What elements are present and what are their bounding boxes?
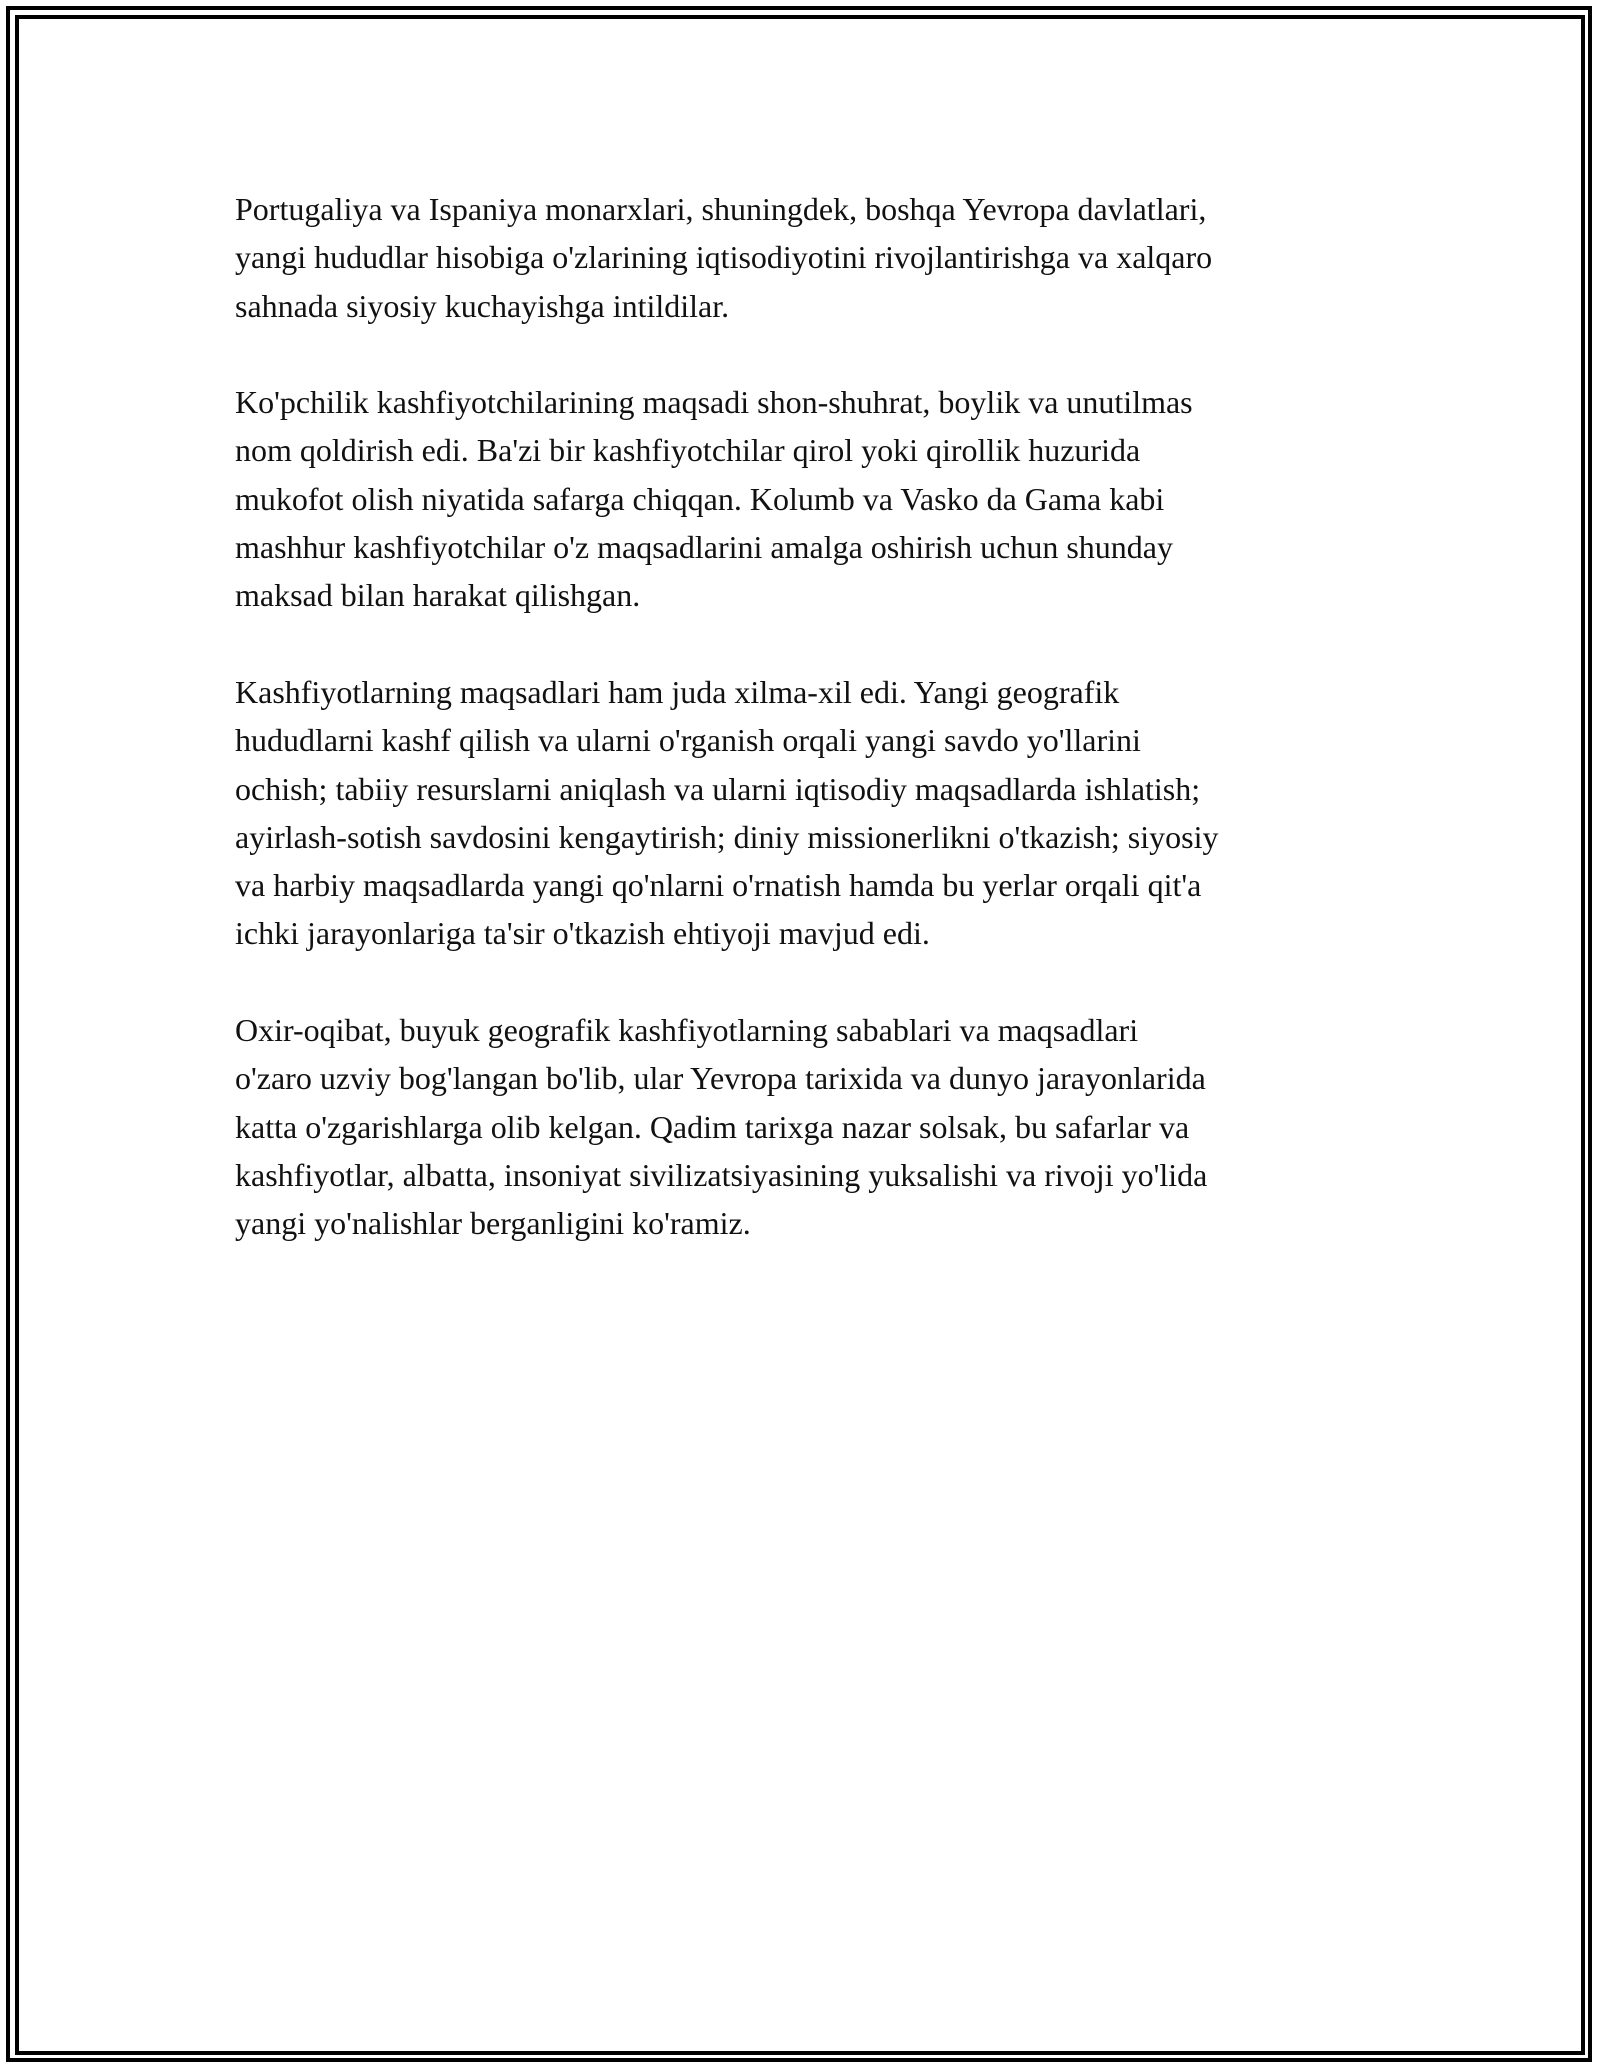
paragraph-4: Oxir-oqibat, buyuk geografik kashfiyotlarning sabablari va maqsadlari o'zaro uzviy bog'langan bo'lib, ular Yevropa tarixida va dunyo jarayonlarida katta o'zgarishlarga olib kelgan. Qadim tarixga nazar solsak, bu safarlar va kashfiyotlar, albatta, insoniyat sivilizatsiyasining yuksalishi va rivoji yo'lida yangi yo'nalishlar berganligini ko'ramiz. [235,1012,1208,1242]
document-body [235,185,1375,1296]
paragraph-1: Portugaliya va Ispaniya monarxlari, shuningdek, boshqa Yevropa davlatlari, yangi hududlar hisobiga o'zlarining iqtisodiyotini rivojlantirishga va xalqaro sahnada siyosiy kuchayishga intildilar. [235,191,1213,324]
paragraph-2: Ko'pchilik kashfiyotchilarining maqsadi shon-shuhrat, boylik va unutilmas nom qoldirish edi. Ba'zi bir kashfiyotchilar qirol yoki qirollik huzurida mukofot olish niyatida safarga chiqqan. Kolumb va Vasko da Gama kabi mashhur kashfiyotchilar o'z maqsadlarini amalga oshirish uchun shunday maksad bilan harakat qilishgan. [235,384,1193,614]
paragraph-3: Kashfiyotlarning maqsadlari ham juda xilma-xil edi. Yangi geografik hududlarni kashf qilish va ularni o'rganish orqali yangi savdo yo'llarini ochish; tabiiy resurslarni aniqlash va ularni iqtisodiy maqsadlarda ishlatish; ayirlash-sotish savdosini kengaytirish; diniy missionerlikni o'tkazish; siyosiy va harbiy maqsadlarda yangi qo'nlarni o'rnatish hamda bu yerlar orqali qit'a ichki jarayonlariga ta'sir o'tkazish ehtiyoji mavjud edi. [235,673,1219,952]
